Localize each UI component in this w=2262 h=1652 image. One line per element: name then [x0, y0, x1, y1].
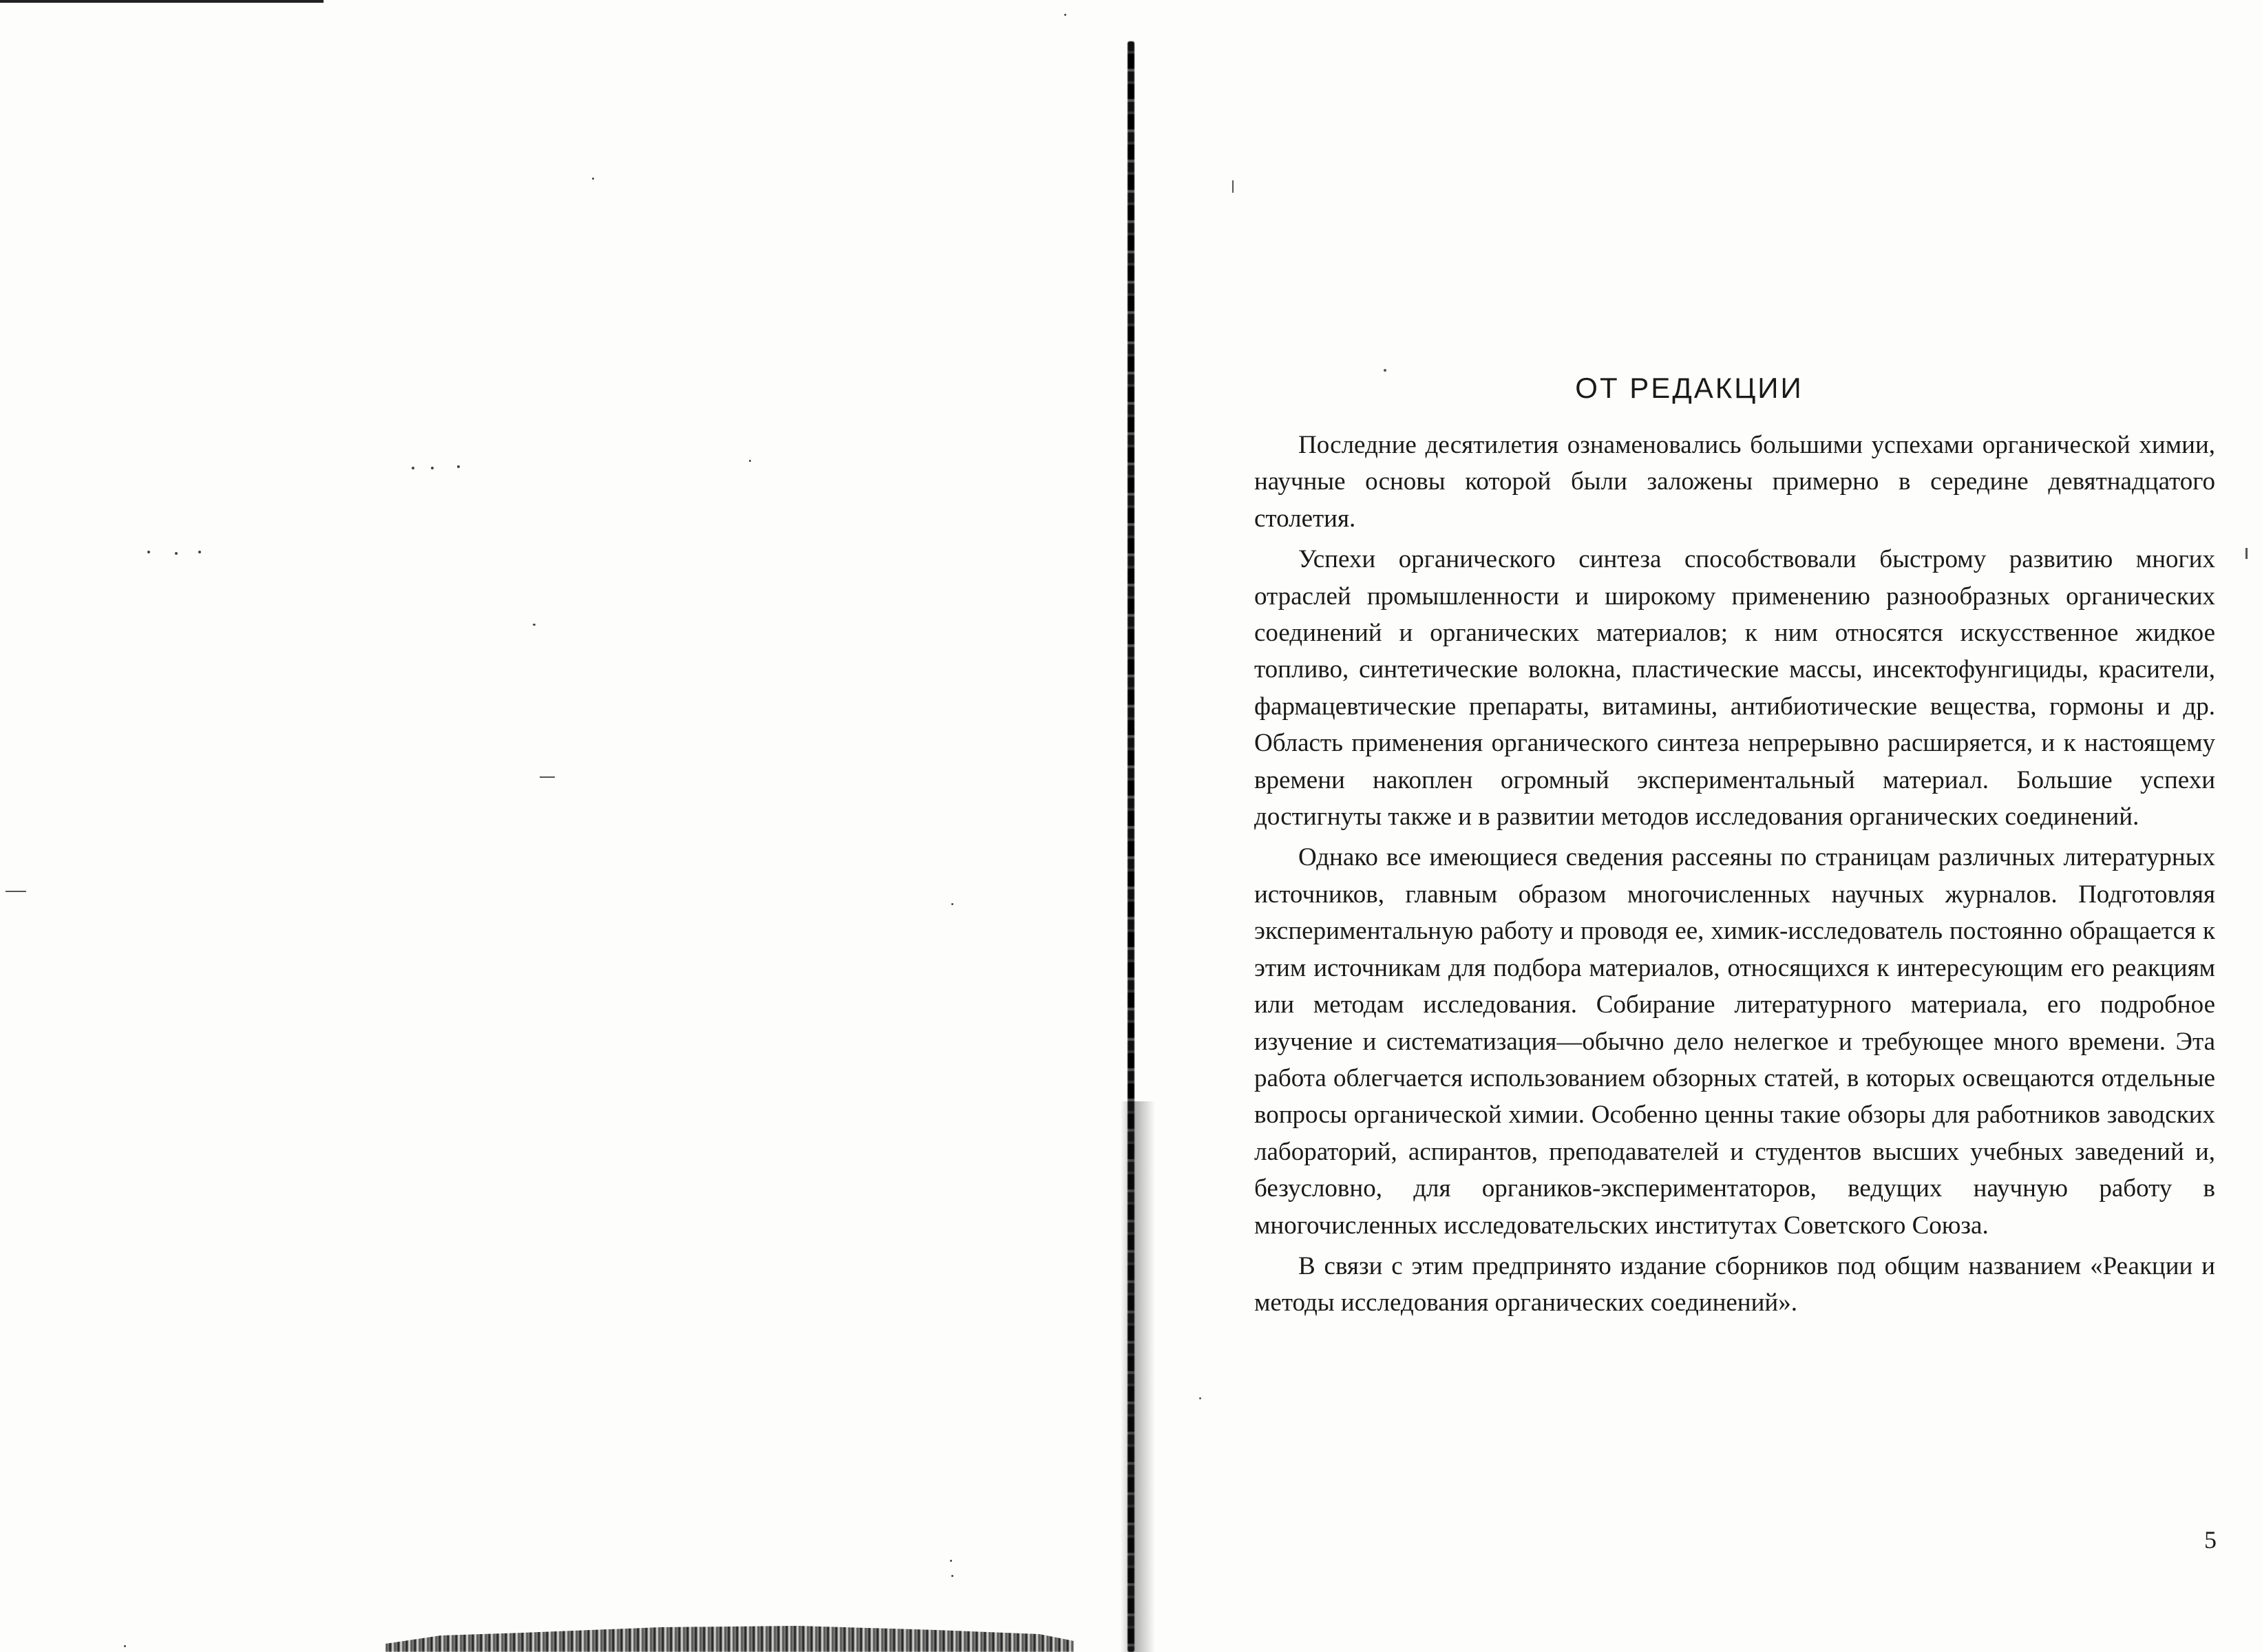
- scan-speck: [431, 467, 434, 469]
- book-gutter: [1115, 0, 1156, 1652]
- scan-speck: [950, 1560, 952, 1562]
- scan-speck: [533, 624, 536, 626]
- left-page-blank: [0, 0, 1122, 1652]
- paragraph: В связи с этим предпринято издание сборников под общим названием «Реакции и методы исследования органических соединений».: [1254, 1251, 2215, 1317]
- scan-mark: [540, 776, 555, 778]
- scan-mark: [6, 891, 26, 892]
- spine-shadow: [1121, 1101, 1155, 1652]
- scan-speck: [124, 1645, 126, 1647]
- scan-speck: [749, 460, 751, 462]
- scan-speck: [1064, 14, 1066, 16]
- scan-mark: [2245, 548, 2248, 559]
- scan-speck: [412, 467, 414, 469]
- scan-speck: [175, 552, 178, 555]
- section-heading: ОТ РЕДАКЦИИ: [1575, 372, 1804, 405]
- right-page: [1163, 0, 2262, 1652]
- scan-mark: [1232, 180, 1234, 193]
- scan-speck: [198, 551, 201, 553]
- paragraph: Успехи органического синтеза способствовали быстрому развитию многих отраслей промышленности и широкому применению разнообразных органических соединений и органических материалов; к ним относятся искусственное жидкое топливо, синтетические волокна, пластические массы, инсектофунгициды, красители, фармацевтические препараты, витамины, антибиотические вещества, гормоны и др. Область применения органического синтеза непрерывно расширяется, и к настоящему времени накоплен огромный экспериментальный материал. Большие успехи достигнуты также и в развитии методов исследования органических соединений.: [1254, 545, 2215, 832]
- paragraph: Последние десятилетия ознаменовались большими успехами органической химии, научные основы которой были заложены примерно в середине девятнадцатого столетия.: [1254, 431, 2215, 533]
- scan-speck: [592, 178, 594, 180]
- scan-speck: [951, 903, 953, 905]
- scan-speck: [147, 551, 150, 553]
- paragraph: Однако все имеющиеся сведения рассеяны по страницам различных литературных источников, главным образом многочисленных научных журналов. Подготовляя экспериментальную работу и проводя ее, химик-исследователь постоянно обращается к этим источникам для подбора материалов, относящихся к интересующим его реакциям или методам исследования. Собирание литературного материала, его подробное изучение и систематизация—обычно дело нелегкое и требующее много времени. Эта работа облегчается использованием обзорных статей, в которых освещаются отдельные вопросы органической химии. Особенно ценны такие обзоры для работников заводских лабораторий, аспирантов, преподавателей и студентов высших учебных заведений и, безусловно, для органиков-экспериментаторов, ведущих научную работу в многочисленных исследовательских институтах Советского Союза.: [1254, 843, 2215, 1240]
- scan-speck: [457, 465, 460, 468]
- page-number: 5: [2204, 1526, 2217, 1554]
- scan-speck: [951, 1575, 953, 1577]
- scan-smudge: [385, 1624, 1074, 1652]
- body-text: [1254, 427, 2215, 1326]
- scan-speck: [1199, 1397, 1201, 1399]
